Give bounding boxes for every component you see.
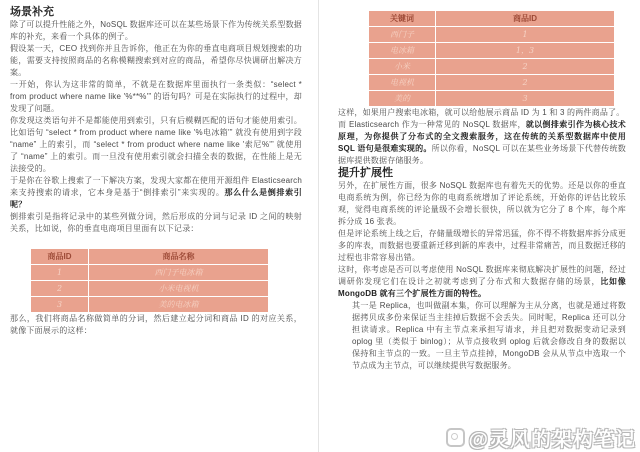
watermark-text: @灵风的架构笔记 xyxy=(468,429,636,451)
paragraph-bold-text: 就以倒排索引作为核心技术原理，为你提供了分布式的全文搜索服务，这在传统的关系型数据库中使用 SQL 语句是很难实现的。 xyxy=(338,120,626,153)
paragraph: 这样，如果用户搜索电冰箱，就可以给他展示商品 ID 为 1 和 3 的两件商品了。 xyxy=(338,108,625,117)
paragraph: 一开始，你认为这非常的简单，不就是在数据库里面执行一条类似：“select * from product where name like '%**%'” 的语句吗？可是在实际执行的过程中，却发现了问题。 xyxy=(10,80,302,113)
table-cell: 2 xyxy=(436,75,615,91)
table-header-row xyxy=(31,249,269,265)
table-cell: 3 xyxy=(436,91,615,107)
paragraph-bold-text: 那么什么是倒排索引呢？ xyxy=(10,188,302,209)
table-row xyxy=(31,281,269,297)
section-heading-scalability: 提升扩展性 xyxy=(338,167,393,179)
paragraph-bold-text: 比如像 MongoDB 就有三个扩展性方面的特性。 xyxy=(338,277,626,298)
paragraph xyxy=(10,175,302,211)
section-heading-scene-supplement: 场景补充 xyxy=(10,6,54,18)
table-row xyxy=(369,27,615,43)
paragraph-text: 而 Elasticsearch 作为一种常见的 NoSQL 数据库， xyxy=(338,120,526,129)
table-cell: 西门子电冰箱 xyxy=(89,265,269,281)
table-row xyxy=(369,91,615,107)
table-cell: 美的电冰箱 xyxy=(89,297,269,313)
table-cell: 1 xyxy=(436,27,615,43)
paragraph xyxy=(338,119,626,167)
inverted-index-table xyxy=(368,10,615,107)
page-column-divider xyxy=(318,0,319,452)
table-row xyxy=(369,43,615,59)
paragraph-text: 这时，你考虑是否可以考虑使用 NoSQL 数据库来彻底解决扩展性的问题，经过调研你发现它们在设计之初就考虑到了分布式和大数据存储的场景， xyxy=(338,265,626,286)
table-cell: 小米电视机 xyxy=(89,281,269,297)
table-cell: 1，3 xyxy=(436,43,615,59)
table-cell: 2 xyxy=(436,59,615,75)
watermark xyxy=(446,423,636,452)
watermark-logo-icon xyxy=(446,428,465,447)
paragraph: 除了可以提升性能之外，NoSQL 数据库还可以在某些场景下作为传统关系型数据库的补充，来看一个具体的例子。 xyxy=(10,20,302,41)
table-cell: 美的 xyxy=(369,91,436,107)
table-header-cell: 关键词 xyxy=(369,11,436,27)
table-cell: 小米 xyxy=(369,59,436,75)
paragraph-text: 于是你在谷歌上搜索了一下解决方案，发现大家都在使用开源组件 Elasticsearch 来支持搜索的请求，它本身是基于“倒排索引”来实现的。 xyxy=(10,176,302,197)
table-header-cell: 商品名称 xyxy=(89,249,269,265)
table-row xyxy=(31,297,269,313)
left-column xyxy=(10,0,302,337)
paragraph: 那么，我们将商品名称做简单的分词，然后建立起分词和商品 ID 的对应关系，就像下面展示的这样： xyxy=(10,314,302,335)
table-row xyxy=(369,59,615,75)
paragraph: 倒排索引是指将记录中的某些列做分词，然后形成的分词与记录 ID 之间的映射关系，比如说，你的垂直电商项目里面有以下记录： xyxy=(10,212,302,233)
paragraph xyxy=(338,264,626,300)
table-cell: 电视机 xyxy=(369,75,436,91)
paragraph: 其一是 Replica，也叫做副本集，你可以理解为主从分离，也就是通过将数据拷贝成多份来保证当主挂掉后数据不会丢失。同时呢，Replica 还可以分担读请求。Replica 中有主节点来承担写请求，并且把对数据变动记录到 oplog 里（类似于 binlog）；从节点接收到 oplog 后就会修改自身的数据以保持和主节点的一致。一旦主节点挂掉，MongoDB 会从从节点中选取一个节点成为主节点，可以继续提供写数据服务。 xyxy=(352,301,626,370)
paragraph: 假设某一天，CEO 找到你并且告诉你，他正在为你的垂直电商项目规划搜索的功能，需要支持按照商品的名称模糊搜索到对应的商品，希望你尽快调研出解决方案。 xyxy=(10,44,302,77)
product-table xyxy=(30,248,269,313)
table-header-cell: 商品ID xyxy=(31,249,89,265)
right-column xyxy=(338,0,626,372)
paragraph: 你发现这类语句并不是都能使用到索引，只有后模糊匹配的语句才能使用索引。比如语句 “select * from product where name like '%电冰箱'” 就没有使用到字段 “name” 上的索引，而 “select * from product where name like '索尼%'” 就使用了 “name” 上的索引。而一旦没有使用索引就会扫描全表的数据，在性能上是无法接受的。 xyxy=(10,116,302,173)
table-cell: 西门子 xyxy=(369,27,436,43)
table-cell: 3 xyxy=(31,297,89,313)
table-cell: 2 xyxy=(31,281,89,297)
table-header-row xyxy=(369,11,615,27)
table-cell: 1 xyxy=(31,265,89,281)
paragraph-text: 所以你看，NoSQL 可以在某些业务场景下代替传统数据库提供数据存储服务。 xyxy=(338,144,627,165)
paragraph: 另外，在扩展性方面，很多 NoSQL 数据库也有着先天的优势。还是以你的垂直电商系统为例，你已经为你的电商系统增加了评论系统，开始你的评估比较乐观，觉得电商系统的评论量级不会增长很快，所以就为它分了 8 个库，每个库拆分成 16 张表。 xyxy=(338,181,626,226)
table-cell: 电冰箱 xyxy=(369,43,436,59)
table-header-cell: 商品ID xyxy=(436,11,615,27)
table-row xyxy=(31,265,269,281)
table-row xyxy=(369,75,615,91)
paragraph: 但是评论系统上线之后，存储量级增长的异常迅猛，你不得不将数据库拆分成更多的库表，而数据也要重新迁移到新的库表中，过程非常痛苦，而且数据迁移的过程也非常容易出错。 xyxy=(338,229,626,262)
